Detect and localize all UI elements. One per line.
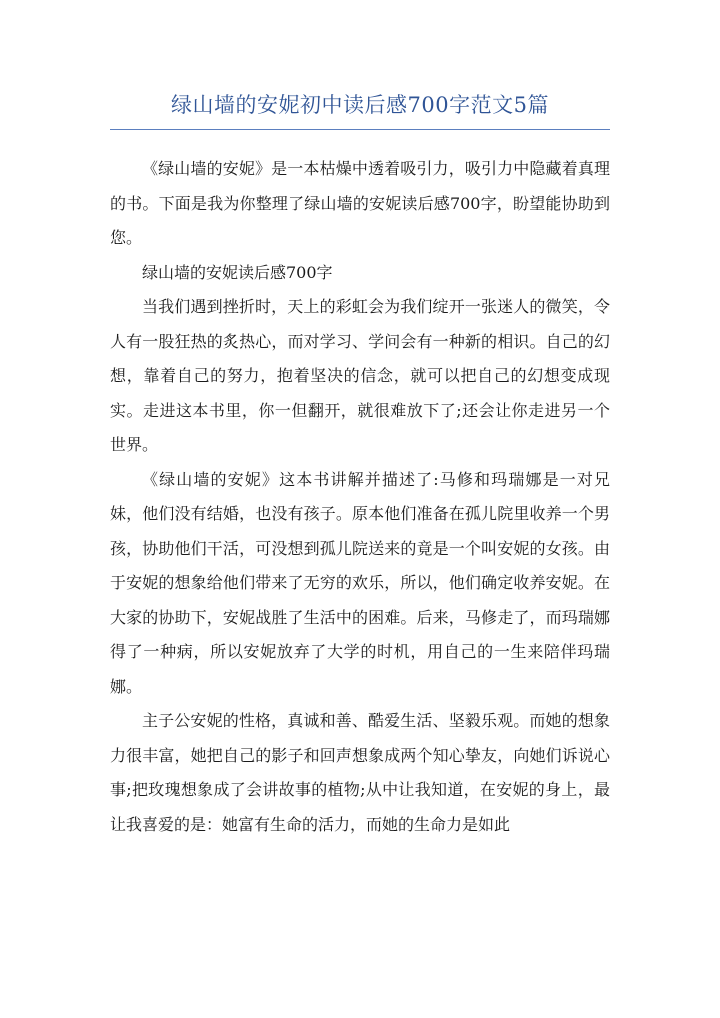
- paragraph-body: 《绿山墙的安妮》这本书讲解并描述了:马修和玛瑞娜是一对兄妹，他们没有结婚，也没有孩子。原本他们准备在孤儿院里收养一个男孩，协助他们干活，可没想到孤儿院送来的竟是一个叫安妮的女孩。由于安妮的想象给他们带来了无穷的欢乐，所以，他们确定收养安妮。在大家的协助下，安妮战胜了生活中的困难。后来，马修走了，而玛瑞娜得了一种病，所以安妮放弃了大学的时机，用自己的一生来陪伴玛瑞娜。: [110, 469, 610, 696]
- document-title: 绿山墙的安妮初中读后感700字范文5篇: [171, 93, 549, 117]
- paragraph-subheading: 绿山墙的安妮读后感700字: [142, 262, 333, 282]
- paragraph-body: 当我们遇到挫折时，天上的彩虹会为我们绽开一张迷人的微笑，令人有一股狂热的炙热心，而对学习、学问会有一种新的相识。自己的幻想，靠着自己的努力，抱着坚决的信念，就可以把自己的幻想变成现实。走进这本书里，你一但翻开，就很难放下了;还会让你走进另一个世界。: [110, 297, 610, 454]
- paragraph-intro: 《绿山墙的安妮》是一本枯燥中透着吸引力，吸引力中隐藏着真理的书。下面是我为你整理了绿山墙的安妮读后感700字，盼望能协助到您。: [110, 159, 610, 247]
- document-body: [110, 152, 610, 842]
- paragraph-body: 主子公安妮的性格，真诚和善、酷爱生活、坚毅乐观。而她的想象力很丰富，她把自己的影子和回声想象成两个知心挚友，向她们诉说心事;把玫瑰想象成了会讲故事的植物;从中让我知道，在安妮的身上，最让我喜爱的是：她富有生命的活力，而她的生命力是如此: [110, 711, 610, 834]
- title-underline: [110, 129, 610, 130]
